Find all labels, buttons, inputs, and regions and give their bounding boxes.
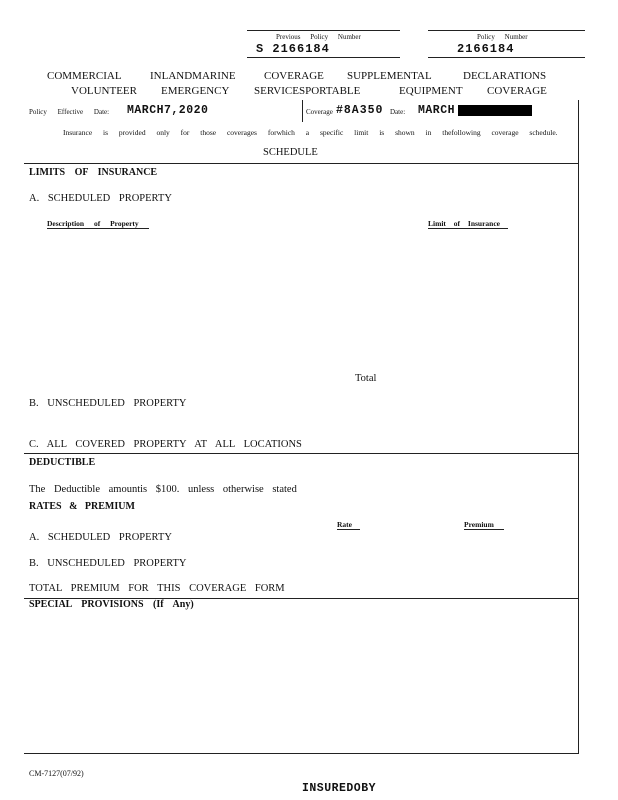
deductible-text: The Deductible amountis $100. unless otherwise stated <box>29 484 297 495</box>
coverage-value: #8A350 <box>336 104 384 117</box>
coverage-date-label: Date: <box>390 108 406 116</box>
limits-heading: LIMITS OF INSURANCE <box>29 167 158 178</box>
rates-premium-heading: RATES & PREMIUM <box>29 501 135 512</box>
insured-copy-label: INSUREDOBY <box>302 782 377 795</box>
rates-unscheduled-label: B. UNSCHEDULED PROPERTY <box>29 558 187 569</box>
scheduled-property-label: A. SCHEDULED PROPERTY <box>29 193 172 204</box>
title-word: EQUIPMENT <box>399 85 463 97</box>
title-word: INLANDMARINE <box>150 70 236 82</box>
policy-number-top-rule <box>428 30 585 31</box>
policy-number-bottom-rule <box>428 57 585 58</box>
schedule-heading: SCHEDULE <box>263 147 318 158</box>
rate-header: Rate <box>337 520 360 530</box>
policy-effective-value: MARCH7,2020 <box>127 104 209 117</box>
title-word: SERVICESPORTABLE <box>254 85 361 97</box>
previous-policy-top-rule <box>247 30 400 31</box>
deductible-top-rule <box>24 453 578 454</box>
title-word: DECLARATIONS <box>463 70 547 82</box>
title-word: EMERGENCY <box>161 85 230 97</box>
title-word: COVERAGE <box>264 70 324 82</box>
coverage-date-value: MARCH <box>418 104 456 117</box>
rates-scheduled-label: A. SCHEDULED PROPERTY <box>29 532 172 543</box>
unscheduled-property-label: B. UNSCHEDULED PROPERTY <box>29 398 187 409</box>
redaction-block <box>458 105 532 116</box>
special-provisions-heading: SPECIAL PROVISIONS (If Any) <box>29 599 194 610</box>
intro-text: Insurance is provided only for those coverages forwhich a specific limit is shown in thefollowing coverage schedule. <box>63 128 558 137</box>
policy-number-value: 2166184 <box>457 42 515 56</box>
premium-header: Premium <box>464 520 504 530</box>
deductible-heading: DEDUCTIBLE <box>29 457 96 468</box>
coverage-label: Coverage <box>306 108 333 116</box>
total-label: Total <box>355 373 377 384</box>
title-word: COVERAGE <box>487 85 547 97</box>
title-word: VOLUNTEER <box>71 85 137 97</box>
form-bottom-rule <box>24 753 579 754</box>
all-covered-property-label: C. ALL COVERED PROPERTY AT ALL LOCATIONS <box>29 439 302 450</box>
previous-policy-bottom-rule <box>247 57 400 58</box>
total-premium-label: TOTAL PREMIUM FOR THIS COVERAGE FORM <box>29 583 285 594</box>
description-of-property-header: Description of Property <box>47 219 149 229</box>
limits-top-rule <box>24 163 578 164</box>
previous-policy-value: S 2166184 <box>256 42 330 56</box>
limit-of-insurance-header: Limit of Insurance <box>428 219 508 229</box>
policy-effective-label: Policy Effective Date: <box>29 108 110 116</box>
effective-divider <box>302 100 303 122</box>
title-word: COMMERCIAL <box>47 70 122 82</box>
policy-number-label: Policy Number <box>477 33 528 41</box>
previous-policy-label: Previous Policy Number <box>276 33 361 41</box>
title-word: SUPPLEMENTAL <box>347 70 432 82</box>
form-right-border <box>578 100 579 753</box>
form-number: CM-7127(07/92) <box>29 769 84 778</box>
